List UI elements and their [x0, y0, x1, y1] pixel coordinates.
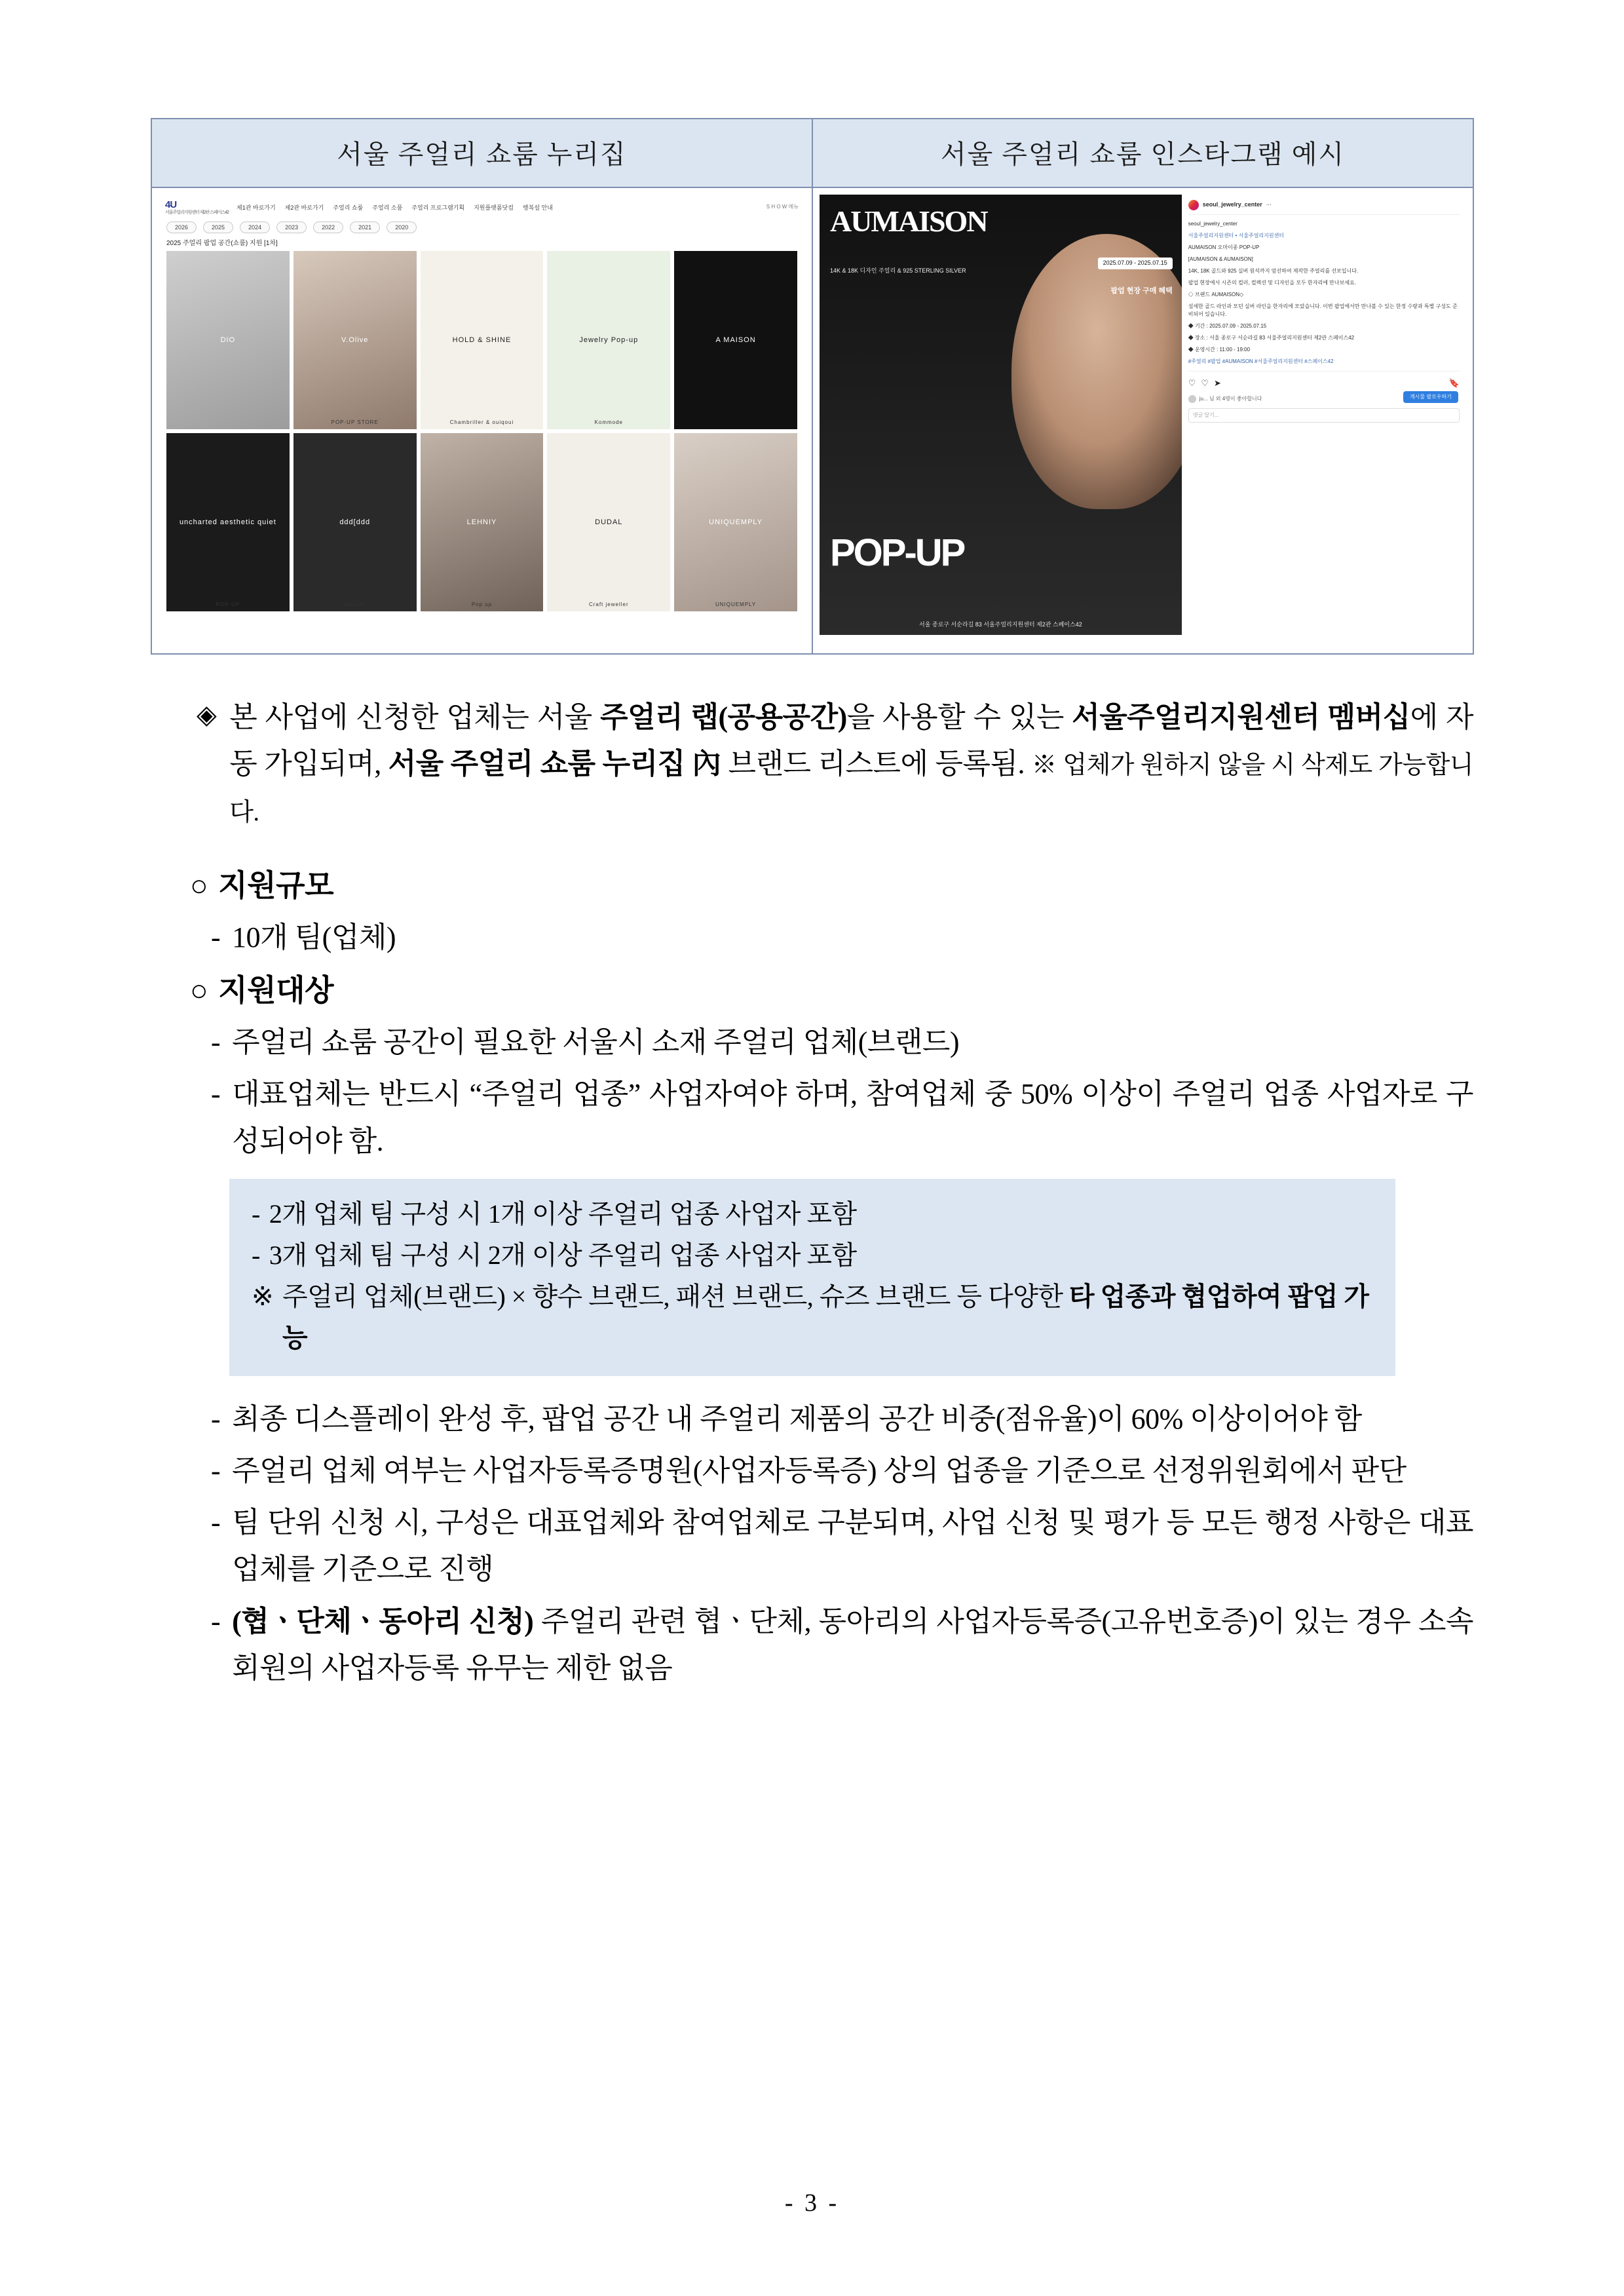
- showroom-website-screenshot: [159, 195, 805, 635]
- list-item-text: 10개 팀(업체): [232, 921, 396, 954]
- brand-card[interactable]: [674, 433, 797, 611]
- brand-card-grid: [159, 251, 805, 618]
- year-filter-row[interactable]: [159, 218, 805, 236]
- brand-card-caption: POP-UP: [216, 602, 240, 608]
- table-header-row: [151, 119, 1473, 187]
- poster-date-tag: 2025.07.09 - 2025.07.15: [1098, 258, 1173, 269]
- brand-card-title: uncharted aesthetic quiet: [179, 518, 276, 527]
- nav-item-1[interactable]: 제2관 바로가기: [284, 204, 324, 212]
- callout-note: [252, 1276, 1373, 1358]
- site-nav[interactable]: [236, 203, 799, 212]
- caption-line-2: 14K, 18K 골드와 925 실버 원석까지 엄선하여 제작한 주얼리를 선보입니다.: [1188, 268, 1359, 274]
- note-text-2: 을 사용할 수 있는: [846, 701, 1072, 733]
- callout-note-bold: 타 업종과 협업하여 팝업 가능: [282, 1282, 1369, 1353]
- poster-benefit-text: 팝업 현장 구매 혜택: [1110, 287, 1173, 295]
- table-header-left: 서울 주얼리 쇼룸 누리집: [151, 119, 812, 187]
- brand-card-title: UNIQUEMPLY: [709, 518, 763, 527]
- nav-item-2[interactable]: 주얼리 쇼룸: [333, 204, 364, 212]
- brand-card[interactable]: [166, 433, 290, 611]
- poster-left-text: 14K & 18K 디자인 주얼리 & 925 STERLING SILVER: [830, 267, 966, 274]
- list-item: [211, 1499, 1473, 1593]
- year-chip-2023[interactable]: 2023: [276, 221, 307, 233]
- list-item: [211, 1447, 1473, 1494]
- caption-line-3: 팝업 현장에서 시즌의 컬러, 컬렉션 및 디자인을 모두 한자리에 만나보세요.: [1188, 280, 1357, 286]
- year-chip-2026[interactable]: 2026: [166, 221, 197, 233]
- dash-bullet-icon: -: [211, 1506, 221, 1539]
- table-cell-right: [812, 187, 1473, 654]
- comment-icon[interactable]: ♡: [1201, 378, 1209, 388]
- brand-card[interactable]: [674, 251, 797, 429]
- brand-card-caption: Chambriller & ouiqoui: [449, 419, 514, 426]
- circle-bullet-icon: ○: [190, 973, 208, 1007]
- comment-input[interactable]: 댓글 달기...: [1188, 408, 1460, 423]
- brand-card-title: HOLD & SHINE: [452, 336, 512, 345]
- note-text-3: 에 자동 가입되며,: [229, 701, 1474, 780]
- brand-card-caption: POP-UP STORE: [331, 419, 379, 426]
- brand-card-title: DIO: [220, 336, 236, 345]
- brand-card[interactable]: [547, 433, 670, 611]
- instagram-post-sidebar: [1182, 195, 1466, 635]
- dash-bullet-icon: -: [211, 1078, 221, 1111]
- list-item-text: 팀 단위 신청 시, 구성은 대표업체와 참여업체로 구분되며, 사업 신청 및 평가 등 모든 행정 사항은 대표업체를 기준으로 진행: [232, 1506, 1473, 1586]
- brand-card-title: A MAISON: [715, 336, 756, 345]
- instagram-username[interactable]: seoul_jewelry_center: [1202, 201, 1262, 208]
- caption-line-9: ◆ 장소 : 서울 종로구 서순라길 83 서울주얼리지원센터 제2관 스페이스42: [1188, 335, 1355, 341]
- year-chip-2021[interactable]: 2021: [350, 221, 380, 233]
- list-item-rest: 주얼리 관련 협ㆍ단체, 동아리의 사업자등록증(고유번호증)이 있는 경우 소속 회원의 사업자등록 유무는 제한 없음: [232, 1605, 1473, 1684]
- dash-bullet-icon: -: [211, 921, 221, 954]
- model-photo: [1011, 234, 1182, 509]
- brand-card-caption: UNIQUEMPLY: [715, 602, 757, 608]
- brand-card[interactable]: [421, 251, 544, 429]
- callout-note-text-1: 주얼리 업체(브랜드) × 향수 브랜드, 패션 브랜드, 슈즈 브랜드 등 다양한: [282, 1282, 1069, 1312]
- poster-brand-text: AUMAISON: [830, 204, 987, 238]
- follow-post-button[interactable]: 게시물 팔로우하기: [1403, 391, 1458, 403]
- table-header-right: 서울 주얼리 쇼룸 인스타그램 예시: [812, 119, 1473, 187]
- site-logo-text: 4U: [165, 199, 177, 210]
- callout-line: [252, 1193, 1373, 1234]
- dash-bullet-icon: -: [211, 1454, 221, 1487]
- nav-item-right[interactable]: S H O W 메뉴: [766, 204, 799, 210]
- brand-card-caption: Kommode: [594, 419, 624, 426]
- nav-item-3[interactable]: 주얼리 소품: [372, 204, 403, 212]
- nav-item-4[interactable]: 주얼리 프로그램기획: [411, 204, 465, 212]
- callout-note-text: [282, 1276, 1373, 1358]
- document-body: [151, 694, 1473, 1691]
- note-bold-3: 서울 주얼리 쇼룸 누리집 內: [388, 748, 721, 780]
- section-heading-target: [190, 966, 1473, 1016]
- list-item-text: 주얼리 업체 여부는 사업자등록증명원(사업자등록증) 상의 업종을 기준으로 선정위원회에서 판단: [232, 1454, 1407, 1487]
- list-item-text: [232, 1598, 1473, 1692]
- dash-bullet-icon: -: [211, 1026, 221, 1059]
- note-bold-2: 서울주얼리지원센터 멤버십: [1072, 701, 1410, 733]
- brand-card-caption: Pop up: [471, 602, 493, 608]
- brand-card-title: ddd[ddd: [339, 518, 371, 527]
- brand-card[interactable]: [166, 251, 290, 429]
- page-number: - 3 -: [784, 2189, 840, 2217]
- site-logo: [165, 200, 229, 215]
- brand-card-title: DUDAL: [595, 518, 623, 527]
- caption-line-0: AUMAISON 오마이종 POP-UP: [1188, 244, 1260, 250]
- note-asterisk-text: ※ 업체가 원하지 않을 시 삭제도 가능합니다.: [229, 752, 1473, 826]
- poster-address-text: 서울 종로구 서순라길 83 서울주얼리지원센터 제2관 스페이스42: [919, 621, 1082, 628]
- year-chip-2022[interactable]: 2022: [313, 221, 343, 233]
- section-heading-scale: [190, 862, 1473, 911]
- nav-item-5[interactable]: 지원플랫폼닷컴: [474, 204, 514, 212]
- list-item-text: 주얼리 쇼룸 공간이 필요한 서울시 소재 주얼리 업체(브랜드): [232, 1026, 960, 1059]
- likes-text: ju... 님 외 4명이 좋아합니다: [1199, 395, 1262, 402]
- table-image-row: [151, 187, 1473, 654]
- brand-card[interactable]: [293, 251, 417, 429]
- brand-card-caption: Craft jeweller: [588, 602, 629, 608]
- diamond-bullet-icon: ◈: [197, 700, 217, 729]
- callout-line-text: 2개 업체 팀 구성 시 1개 이상 주얼리 업종 사업자 포함: [269, 1198, 857, 1229]
- nav-item-0[interactable]: 제1관 바로가기: [236, 204, 276, 212]
- brand-card-title: LEHNIY: [466, 518, 497, 527]
- screenshot-table: [151, 118, 1474, 655]
- brand-card[interactable]: [421, 433, 544, 611]
- brand-card-title: V.Olive: [341, 336, 369, 345]
- poster-popup-text: POP-UP: [830, 531, 964, 574]
- instagram-caption: [1188, 215, 1460, 366]
- circle-bullet-icon: ○: [190, 868, 208, 902]
- caption-user-sub: 서울주얼리지원센터 • 서울주얼리지원센터: [1188, 233, 1285, 239]
- callout-line-text: 3개 업체 팀 구성 시 2개 이상 주얼리 업종 사업자 포함: [269, 1240, 857, 1271]
- list-item: [211, 1598, 1473, 1692]
- dash-bullet-icon: -: [211, 1402, 221, 1435]
- year-chip-2025[interactable]: 2025: [203, 221, 233, 233]
- list-item: [211, 1071, 1473, 1164]
- heart-icon[interactable]: ♡: [1188, 378, 1196, 388]
- dash-bullet-icon: -: [252, 1198, 260, 1229]
- list-subtitle-text: 2025 주얼리 팝업 공간(쇼룸) 지원 [1차]: [166, 240, 278, 248]
- caption-line-5: ◇ 브랜드 AUMAISON◇: [1188, 292, 1244, 297]
- list-item: [211, 1019, 1473, 1065]
- note-text-1: 본 사업에 신청한 업체는 서울: [229, 701, 601, 733]
- callout-box: [229, 1179, 1395, 1376]
- list-item-text: 최종 디스플레이 완성 후, 팝업 공간 내 주얼리 제품의 공간 비중(점유율)이 60% 이상이어야 함: [232, 1402, 1362, 1435]
- note-bold-1: 주얼리 랩(공용공간): [600, 701, 847, 733]
- brand-card-title: Jewelry Pop-up: [579, 336, 639, 345]
- instagram-post-image: [820, 195, 1182, 635]
- share-icon[interactable]: ➤: [1214, 378, 1221, 388]
- liker-avatar: [1188, 395, 1196, 403]
- nav-item-6[interactable]: 행복설 안내: [522, 204, 553, 212]
- instagram-action-bar[interactable]: [1188, 371, 1460, 390]
- list-item: [211, 1396, 1473, 1442]
- membership-note-block: [197, 694, 1473, 834]
- avatar: [1188, 200, 1199, 210]
- instagram-post-screenshot: [820, 195, 1466, 635]
- dash-bullet-icon: -: [211, 1605, 221, 1637]
- caption-line-8: ◆ 기간 : 2025.07.09 - 2025.07.15: [1188, 323, 1267, 329]
- bookmark-icon[interactable]: 🔖: [1448, 378, 1460, 388]
- brand-card[interactable]: [293, 433, 417, 611]
- dash-bullet-icon: -: [252, 1240, 260, 1271]
- caption-user: seoul_jewelry_center: [1188, 221, 1237, 227]
- list-item-bold: (협ㆍ단체ㆍ동아리 신청): [232, 1605, 534, 1637]
- caption-line-10: ◆ 운영시간 : 11:00 - 19:00: [1188, 347, 1251, 353]
- instagram-account-header[interactable]: [1188, 200, 1460, 215]
- note-text-4: 브랜드 리스트에 등록됨.: [721, 748, 1025, 780]
- membership-note-text: [229, 694, 1473, 834]
- asterisk-bullet-icon: ※: [252, 1282, 274, 1312]
- section-title-scale: 지원규모: [218, 868, 334, 902]
- section-title-target: 지원대상: [218, 973, 334, 1007]
- callout-line: [252, 1234, 1373, 1276]
- more-options-icon[interactable]: ⋯: [1266, 202, 1272, 208]
- caption-hashtags: #주얼리 #팝업 #AUMAISON #서울주얼리지원센터 #스페이스42: [1188, 358, 1334, 364]
- year-chip-2020[interactable]: 2020: [387, 221, 417, 233]
- brand-card-caption: onbleer: [343, 602, 366, 608]
- brand-card[interactable]: [547, 251, 670, 429]
- caption-line-6: 섬세한 골드 라인과 모던 실버 라인을 한자리에 모았습니다. 이번 팝업에서만 만나볼 수 있는 한정 수량과 특별 구성도 준비되어 있습니다.: [1188, 303, 1458, 317]
- list-item: [211, 914, 1473, 961]
- list-subtitle: [159, 236, 805, 251]
- year-chip-2024[interactable]: 2024: [240, 221, 270, 233]
- caption-line-1: [AUMAISON & AUMAISON]: [1188, 256, 1253, 262]
- list-item-text: 대표업체는 반드시 “주얼리 업종” 사업자여야 하며, 참여업체 중 50% 이상이 주얼리 업종 사업자로 구성되어야 함.: [232, 1078, 1473, 1157]
- site-logo-sub: 서울주얼리지원센터 제2관 스페이스42: [165, 210, 229, 215]
- table-cell-left: [151, 187, 812, 654]
- site-header: [159, 195, 805, 218]
